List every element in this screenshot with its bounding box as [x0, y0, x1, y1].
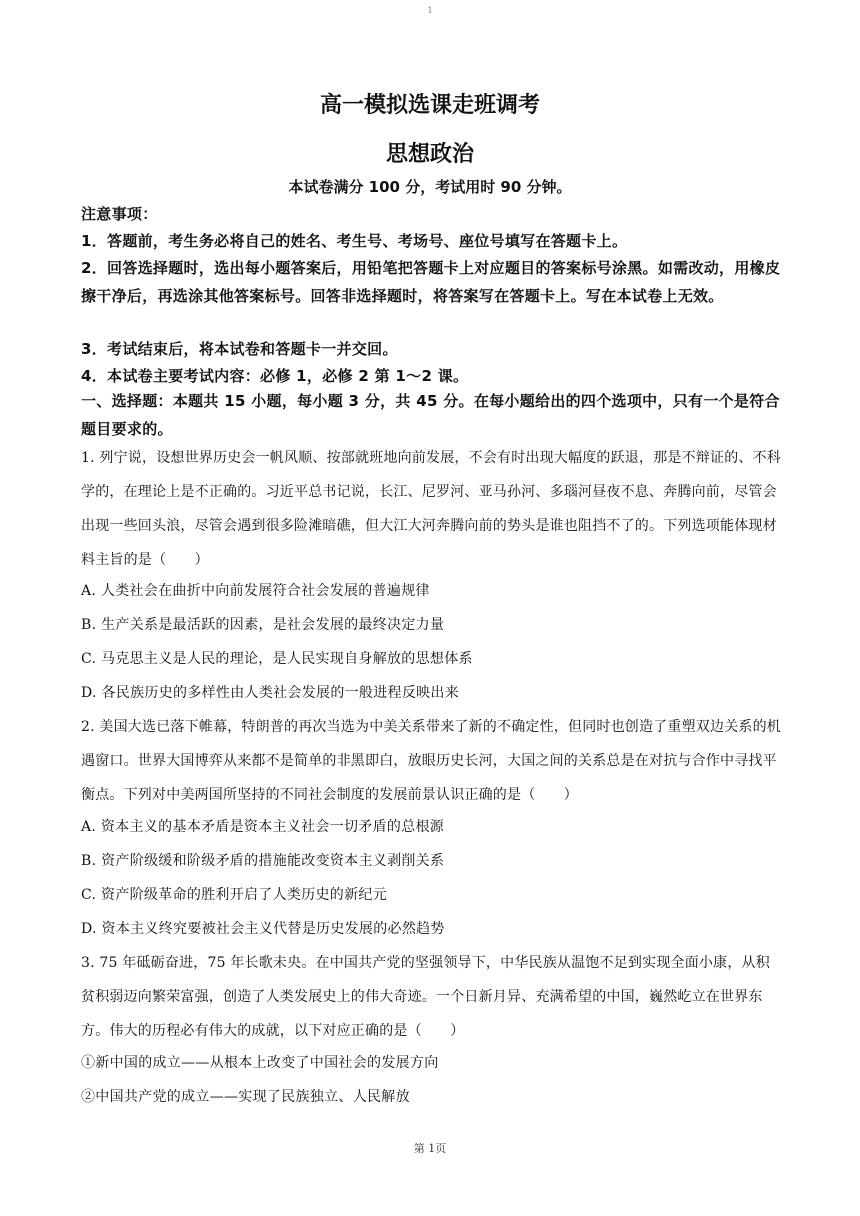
page-top-mark: 1 [427, 6, 433, 15]
page-number: 第 1页 [413, 1142, 447, 1155]
question-option: B. 生产关系是最活跃的因素，是社会发展的最终决定力量 [81, 617, 445, 633]
notes-heading: 注意事项： [81, 205, 158, 223]
question-option: C. 马克思主义是人民的理论，是人民实现自身解放的思想体系 [81, 651, 473, 667]
question-option: D. 各民族历史的多样性由人类社会发展的一般进程反映出来 [81, 685, 460, 701]
question-option: C. 资产阶级革命的胜利开启了人类历史的新纪元 [81, 887, 388, 903]
exam-info: 本试卷满分 100 分，考试用时 90 分钟。 [288, 178, 572, 196]
question-option: D. 资本主义终究要被社会主义代替是历史发展的必然趋势 [81, 921, 445, 937]
exam-title: 高一模拟选课走班调考 [319, 93, 540, 118]
note-item: 4．本试卷主要考试内容：必修 1，必修 2 第 1～2 课。 [81, 367, 469, 385]
question-stem: 2. 美国大选已落下帷幕，特朗普的再次当选为中美关系带来了新的不确定性，但同时也创造了重塑双边关系的机遇窗口。世界大国博弈从来都不是简单的非黑即白，放眼历史长河，大国之间的关系总是在对抗与合作中寻找平衡点。下列对中美两国所坚持的不同社会制度的发展前景认识正确的是（ ） [81, 719, 782, 803]
note-item: 1．答题前，考生务必将自己的姓名、考生号、考场号、座位号填写在答题卡上。 [81, 232, 628, 250]
exam-subject: 思想政治 [385, 142, 474, 167]
question-option: A. 资本主义的基本矛盾是资本主义社会一切矛盾的总根源 [81, 819, 445, 835]
question-option: ①新中国的成立——从根本上改变了中国社会的发展方向 [81, 1055, 439, 1071]
question-option: ②中国共产党的成立——实现了民族独立、人民解放 [81, 1089, 410, 1105]
question-stem: 1. 列宁说，设想世界历史会一帆风顺、按部就班地向前发展，不会有时出现大幅度的跃退，那是不辩证的、不科学的，在理论上是不正确的。习近平总书记说，长江、尼罗河、亚马孙河、多瑙河昼夜不息、奔腾向前，尽管会出现一些回头浪，尽管会遇到很多险滩暗礁，但大江大河奔腾向前的势头是谁也阻挡不了的。下列选项能体现材料主旨的是（ ） [81, 450, 782, 568]
section-heading: 一、选择题：本题共 15 小题，每小题 3 分，共 45 分。在每小题给出的四个选项中，只有一个是符合题目要求的。 [81, 392, 780, 438]
question-option: B. 资产阶级缓和阶级矛盾的措施能改变资本主义剥削关系 [81, 853, 445, 869]
note-item: 3．考试结束后，将本试卷和答题卡一并交回。 [81, 340, 398, 358]
question-stem: 3. 75 年砥砺奋进，75 年长歌未央。在中国共产党的坚强领导下，中华民族从温饱不足到实现全面小康，从积贫积弱迈向繁荣富强，创造了人类发展史上的伟大奇迹。一个日新月异、充满希望的中国，巍然屹立在世界东方。伟大的历程必有伟大的成就，以下对应正确的是（ ） [81, 955, 770, 1039]
note-item: 2．回答选择题时，选出每小题答案后，用铅笔把答题卡上对应题目的答案标号涂黑。如需改动，用橡皮擦干净后，再选涂其他答案标号。回答非选择题时，将答案写在答题卡上。写在本试卷上无效。 [81, 259, 781, 305]
question-option: A. 人类社会在曲折中向前发展符合社会发展的普遍规律 [81, 583, 430, 599]
